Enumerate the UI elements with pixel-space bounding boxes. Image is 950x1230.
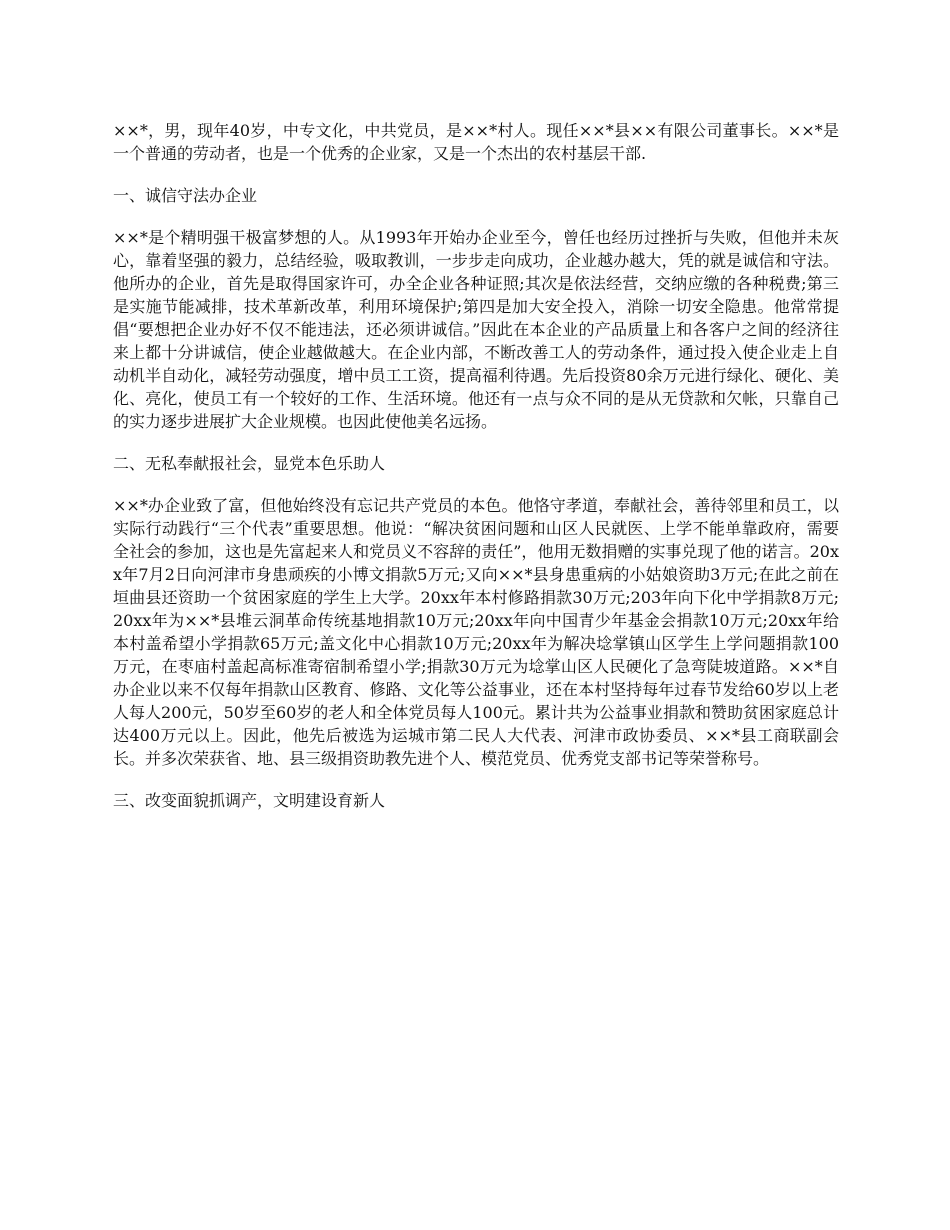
section-heading-3: 三、改变面貌抓调产，文明建设育新人 <box>113 791 386 810</box>
section-body-1: ××*是个精明强干极富梦想的人。从1993年开始办企业至今，曾任也经历过挫折与失败，但他并未灰心，靠着坚强的毅力，总结经验，吸取教训，一步步走向成功，企业越办越大，凭的就是诚信和守法。他所办的企业，首先是取得国家许可，办全企业各种证照;其次是依法经营，交纳应缴的各种税费;第三是实施节能减排，技术革新改革，利用环境保护;第四是加大安全投入，消除一切安全隐患。他常常提倡“要想把企业办好不仅不能违法，还必须讲诚信。”因此在本企业的产品质量上和各客户之间的经济往来上都十分讲诚信，使企业越做越大。在企业内部，不断改善工人的劳动条件，通过投入使企业走上自动机半自动化，减轻劳动强度，增中员工工资，提高福利待遇。先后投资80余万元进行绿化、硬化、美化、亮化，使员工有一个较好的工作、生活环境。他还有一点与众不同的是从无贷款和欠帐，只靠自己的实力逐步进展扩大企业规模。也因此使他美名远扬。 <box>113 228 839 431</box>
section-heading-1: 一、诚信守法办企业 <box>113 186 258 205</box>
document-page <box>113 119 839 831</box>
section-body-2: ××*办企业致了富，但他始终没有忘记共产党员的本色。他恪守孝道，奉献社会，善待邻里和员工，以实际行动践行“三个代表”重要思想。他说：“解决贫困问题和山区人民就医、上学不能单靠政府，需要全社会的参加，这也是先富起来人和党员义不容辞的责任”，他用无数捐赠的实事兑现了他的诺言。20xx年7月2日向河津市身患顽疾的小博文捐款5万元;又向××*县身患重病的小姑娘资助3万元;在此之前在垣曲县还资助一个贫困家庭的学生上大学。20xx年本村修路捐款30万元;203年向下化中学捐款8万元;20xx年为××*县堆云洞革命传统基地捐款10万元;20xx年向中国青少年基金会捐款10万元;20xx年给本村盖希望小学捐款65万元;盖文化中心捐款10万元;20xx年为解决埝掌镇山区学生上学问题捐款100万元，在枣庙村盖起高标准寄宿制希望小学;捐款30万元为埝掌山区人民硬化了急弯陡坡道路。××*自办企业以来不仅每年捐款山区教育、修路、文化等公益事业，还在本村坚持每年过春节发给60岁以上老人每人200元，50岁至60岁的老人和全体党员每人100元。累计共为公益事业捐款和赞助贫困家庭总计达400万元以上。因此，他先后被选为运城市第二民人大代表、河津市政协委员、××*县工商联副会长。并多次荣获省、地、县三级捐资助教先进个人、模范党员、优秀党支部书记等荣誉称号。 <box>113 496 839 768</box>
intro-paragraph: ××*，男，现年40岁，中专文化，中共党员，是××*村人。现任××*县××有限公司董事长。××*是一个普通的劳动者，也是一个优秀的企业家，又是一个杰出的农村基层干部. <box>113 121 839 163</box>
section-heading-2: 二、无私奉献报社会，显党本色乐助人 <box>113 454 386 473</box>
